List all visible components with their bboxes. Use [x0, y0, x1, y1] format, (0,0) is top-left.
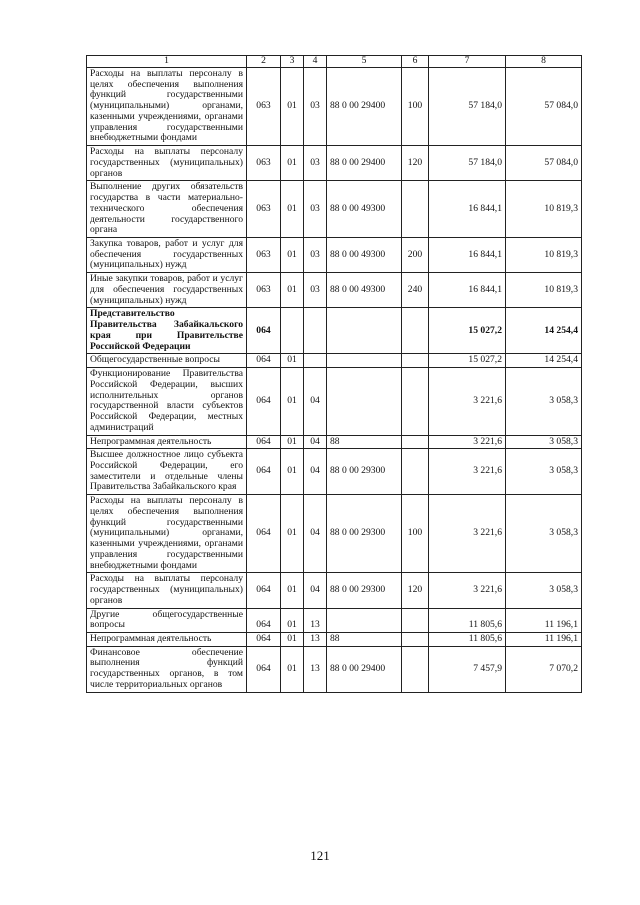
column-header-2: 2: [247, 56, 281, 68]
row-target-article: 88 0 00 49300: [327, 273, 402, 308]
row-description: Высшее должностное лицо субъекта Российской Федерации, его заместители и отдельные члены Правительства Забайкальского края: [87, 449, 247, 495]
row-target-article: 88: [327, 632, 402, 646]
row-subsection: 04: [304, 435, 327, 449]
row-section: 01: [281, 181, 304, 238]
row-target-article: 88 0 00 29400: [327, 68, 402, 146]
row-description: Непрограммная деятельность: [87, 435, 247, 449]
row-target-article: 88 0 00 49300: [327, 181, 402, 238]
row-subsection: 03: [304, 181, 327, 238]
row-amount-year1: 11 805,6: [429, 608, 506, 632]
row-expense-type: [402, 435, 429, 449]
row-subsection: 04: [304, 573, 327, 608]
row-amount-year2: 14 254,4: [506, 354, 582, 368]
row-description: Расходы на выплаты персоналу государственных (муниципальных) органов: [87, 146, 247, 181]
row-description: Закупка товаров, работ и услуг для обеспечения государственных (муниципальных) нужд: [87, 238, 247, 273]
row-amount-year2: 11 196,1: [506, 608, 582, 632]
row-section: 01: [281, 608, 304, 632]
row-amount-year2: 3 058,3: [506, 449, 582, 495]
row-target-article: 88 0 00 49300: [327, 238, 402, 273]
row-amount-year1: 3 221,6: [429, 449, 506, 495]
row-expense-type: 120: [402, 573, 429, 608]
row-amount-year1: 3 221,6: [429, 573, 506, 608]
row-ministry-code: 064: [247, 449, 281, 495]
row-subsection: 03: [304, 146, 327, 181]
table-row: [87, 146, 582, 181]
row-amount-year2: 10 819,3: [506, 238, 582, 273]
row-amount-year2: 57 084,0: [506, 146, 582, 181]
row-expense-type: 240: [402, 273, 429, 308]
column-header-1: 1: [87, 56, 247, 68]
row-amount-year2: 10 819,3: [506, 273, 582, 308]
row-subsection: 13: [304, 632, 327, 646]
row-target-article: 88 0 00 29300: [327, 573, 402, 608]
row-section: 01: [281, 273, 304, 308]
table-row: [87, 181, 582, 238]
row-target-article: 88 0 00 29400: [327, 646, 402, 692]
row-description: Общегосударственные вопросы: [87, 354, 247, 368]
column-header-5: 5: [327, 56, 402, 68]
row-amount-year2: 3 058,3: [506, 435, 582, 449]
row-amount-year1: 3 221,6: [429, 435, 506, 449]
row-ministry-code: 064: [247, 573, 281, 608]
row-expense-type: [402, 449, 429, 495]
row-description: Расходы на выплаты персоналу государственных (муниципальных) органов: [87, 573, 247, 608]
column-header-6: 6: [402, 56, 429, 68]
row-section: 01: [281, 238, 304, 273]
row-target-article: [327, 354, 402, 368]
row-ministry-code: 063: [247, 273, 281, 308]
row-section: 01: [281, 146, 304, 181]
table-row: [87, 646, 582, 692]
row-amount-year2: 7 070,2: [506, 646, 582, 692]
row-target-article: 88 0 00 29400: [327, 146, 402, 181]
column-header-4: 4: [304, 56, 327, 68]
row-amount-year1: 16 844,1: [429, 181, 506, 238]
row-ministry-code: 064: [247, 435, 281, 449]
row-expense-type: [402, 608, 429, 632]
row-description: Непрограммная деятельность: [87, 632, 247, 646]
row-ministry-code: 064: [247, 608, 281, 632]
row-amount-year1: 7 457,9: [429, 646, 506, 692]
row-ministry-code: 064: [247, 368, 281, 435]
row-description: Расходы на выплаты персоналу в целях обеспечения выполнения функций государственными (муниципальными) органами, казенными учреждениями, органами управления государственными внебюджетными фондами: [87, 68, 247, 146]
table-row: [87, 368, 582, 435]
row-amount-year2: 3 058,3: [506, 573, 582, 608]
row-section: [281, 308, 304, 354]
row-description: Представительство Правительства Забайкальского края при Правительстве Российской Федерации: [87, 308, 247, 354]
row-section: 01: [281, 435, 304, 449]
column-header-3: 3: [281, 56, 304, 68]
row-section: 01: [281, 368, 304, 435]
row-description: Выполнение других обязательств государства в части материально-технического обеспечения деятельности государственного органа: [87, 181, 247, 238]
row-description: Финансовое обеспечение выполнения функций государственных органов, в том числе территориальных органов: [87, 646, 247, 692]
row-amount-year1: 3 221,6: [429, 368, 506, 435]
row-ministry-code: 064: [247, 308, 281, 354]
table-row: [87, 354, 582, 368]
table-row: [87, 573, 582, 608]
column-header-8: 8: [506, 56, 582, 68]
row-description: Функционирование Правительства Российской Федерации, высших исполнительных органов государственной власти субъектов Российской Федерации, местных администраций: [87, 368, 247, 435]
row-subsection: 04: [304, 449, 327, 495]
row-subsection: [304, 354, 327, 368]
table-row: [87, 308, 582, 354]
row-subsection: 03: [304, 238, 327, 273]
row-target-article: 88: [327, 435, 402, 449]
header-row: [87, 56, 582, 68]
row-amount-year1: 16 844,1: [429, 238, 506, 273]
table-body: [87, 68, 582, 693]
row-ministry-code: 064: [247, 632, 281, 646]
row-expense-type: 120: [402, 146, 429, 181]
row-target-article: [327, 308, 402, 354]
row-subsection: [304, 308, 327, 354]
row-ministry-code: 063: [247, 146, 281, 181]
row-ministry-code: 064: [247, 646, 281, 692]
row-amount-year2: 3 058,3: [506, 495, 582, 573]
table-header: [87, 56, 582, 68]
table-row: [87, 435, 582, 449]
row-target-article: 88 0 00 29300: [327, 449, 402, 495]
row-section: 01: [281, 68, 304, 146]
row-amount-year1: 57 184,0: [429, 68, 506, 146]
table-row: [87, 495, 582, 573]
row-amount-year2: 14 254,4: [506, 308, 582, 354]
row-ministry-code: 063: [247, 181, 281, 238]
row-section: 01: [281, 646, 304, 692]
row-subsection: 13: [304, 608, 327, 632]
row-amount-year2: 3 058,3: [506, 368, 582, 435]
page-number: 121: [310, 848, 330, 863]
row-expense-type: [402, 308, 429, 354]
row-section: 01: [281, 449, 304, 495]
row-amount-year1: 57 184,0: [429, 146, 506, 181]
row-ministry-code: 064: [247, 495, 281, 573]
row-amount-year1: 11 805,6: [429, 632, 506, 646]
table-row: [87, 238, 582, 273]
row-description: Иные закупки товаров, работ и услуг для обеспечения государственных (муниципальных) нужд: [87, 273, 247, 308]
row-expense-type: 100: [402, 495, 429, 573]
row-amount-year1: 15 027,2: [429, 354, 506, 368]
row-section: 01: [281, 354, 304, 368]
row-expense-type: [402, 646, 429, 692]
budget-table: [86, 55, 582, 693]
row-expense-type: [402, 368, 429, 435]
table-row: [87, 68, 582, 146]
row-ministry-code: 063: [247, 238, 281, 273]
row-ministry-code: 063: [247, 68, 281, 146]
row-target-article: [327, 608, 402, 632]
row-section: 01: [281, 495, 304, 573]
row-amount-year2: 11 196,1: [506, 632, 582, 646]
column-header-7: 7: [429, 56, 506, 68]
row-section: 01: [281, 632, 304, 646]
row-expense-type: 100: [402, 68, 429, 146]
row-amount-year2: 10 819,3: [506, 181, 582, 238]
row-amount-year1: 15 027,2: [429, 308, 506, 354]
row-expense-type: [402, 632, 429, 646]
row-description: Другие общегосударственные вопросы: [87, 608, 247, 632]
row-subsection: 04: [304, 495, 327, 573]
row-subsection: 03: [304, 68, 327, 146]
row-amount-year1: 3 221,6: [429, 495, 506, 573]
row-description: Расходы на выплаты персоналу в целях обеспечения выполнения функций государственными (муниципальными) органами, казенными учреждениями, органами управления государственными внебюджетными фондами: [87, 495, 247, 573]
row-expense-type: 200: [402, 238, 429, 273]
table-row: [87, 449, 582, 495]
table-row: [87, 273, 582, 308]
row-target-article: [327, 368, 402, 435]
row-ministry-code: 064: [247, 354, 281, 368]
row-expense-type: [402, 354, 429, 368]
row-section: 01: [281, 573, 304, 608]
row-amount-year2: 57 084,0: [506, 68, 582, 146]
row-subsection: 03: [304, 273, 327, 308]
row-amount-year1: 16 844,1: [429, 273, 506, 308]
row-target-article: 88 0 00 29300: [327, 495, 402, 573]
row-expense-type: [402, 181, 429, 238]
row-subsection: 04: [304, 368, 327, 435]
row-subsection: 13: [304, 646, 327, 692]
table-row: [87, 608, 582, 632]
table-row: [87, 632, 582, 646]
